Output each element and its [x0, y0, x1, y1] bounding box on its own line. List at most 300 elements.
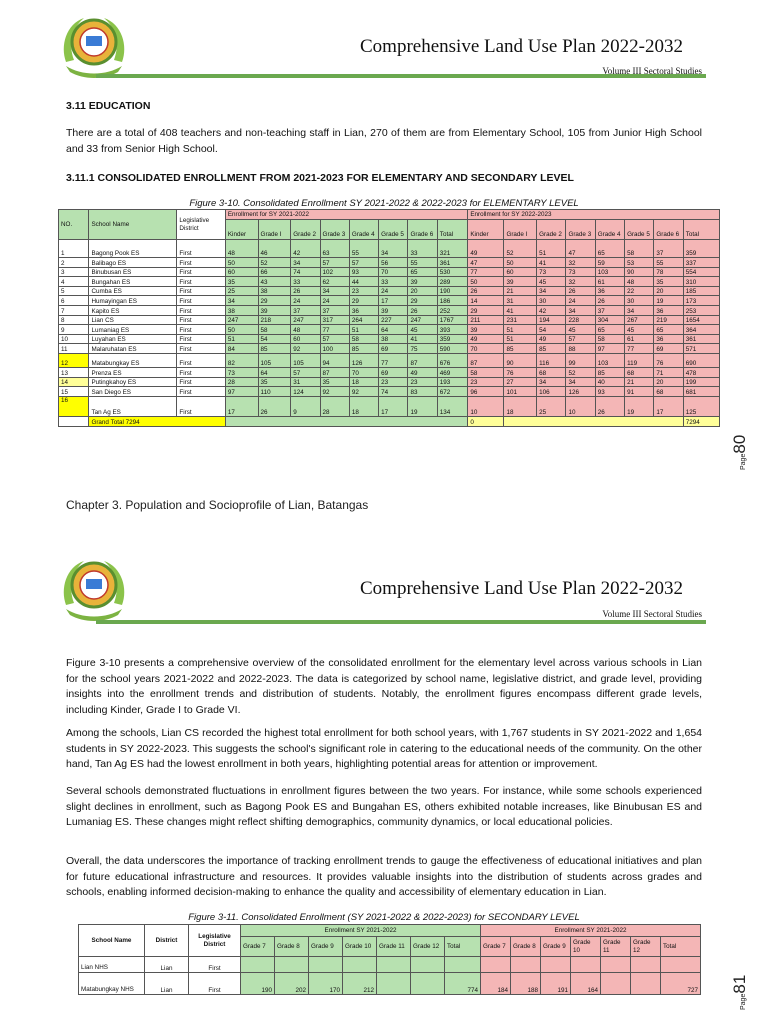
- enrollment-cell: 267: [625, 315, 654, 325]
- enrollment-cell: 60: [504, 267, 537, 277]
- header-school-name: School Name: [79, 925, 145, 957]
- enrollment-cell: 253: [683, 305, 719, 315]
- school-name: San Diego ES: [89, 387, 177, 397]
- enrollment-cell: 56: [379, 258, 408, 268]
- legislative-district: First: [177, 315, 225, 325]
- enrollment-cell: 42: [291, 240, 320, 258]
- enrollment-cell: 29: [258, 296, 291, 306]
- enrollment-cell: 188: [511, 973, 541, 995]
- legislative-district: First: [177, 267, 225, 277]
- intro-paragraph: There are a total of 408 teachers and non-teaching staff in Lian, 270 of them are from Elementary School, 105 from Junior High School and 33 from Senior High School.: [66, 127, 702, 155]
- enrollment-cell: 23: [349, 286, 378, 296]
- enrollment-cell: 65: [595, 325, 624, 335]
- enrollment-cell: 361: [683, 334, 719, 344]
- enrollment-cell: 10: [566, 396, 595, 416]
- elementary-enrollment-table: [58, 209, 720, 427]
- enrollment-cell: 94: [320, 353, 349, 367]
- enrollment-cell: 49: [537, 334, 566, 344]
- enrollment-cell: 69: [379, 367, 408, 377]
- enrollment-cell: 194: [537, 315, 566, 325]
- enrollment-cell: 105: [291, 353, 320, 367]
- enrollment-cell: 58: [468, 367, 504, 377]
- enrollment-cell: 90: [625, 267, 654, 277]
- enrollment-cell: 99: [566, 353, 595, 367]
- district: Lian: [145, 973, 189, 995]
- grade-header: Grade 2: [291, 220, 320, 240]
- grade-header: Grade 11: [601, 937, 631, 957]
- enrollment-cell: 30: [625, 296, 654, 306]
- table-row: [59, 325, 720, 335]
- school-name: Prenza ES: [89, 367, 177, 377]
- grade-header: Grade 5: [625, 220, 654, 240]
- enrollment-cell: 186: [437, 296, 468, 306]
- document-title: Comprehensive Land Use Plan 2022-2032: [360, 36, 683, 57]
- enrollment-cell: 52: [566, 367, 595, 377]
- school-name: Luyahan ES: [89, 334, 177, 344]
- enrollment-cell: 34: [537, 377, 566, 387]
- grade-header: Grade 6: [408, 220, 437, 240]
- enrollment-cell: 49: [468, 334, 504, 344]
- enrollment-cell: 58: [349, 334, 378, 344]
- enrollment-cell: 77: [379, 353, 408, 367]
- enrollment-cell: 26: [595, 296, 624, 306]
- enrollment-cell: 228: [566, 315, 595, 325]
- enrollment-cell: 126: [566, 387, 595, 397]
- enrollment-cell: 35: [320, 377, 349, 387]
- enrollment-cell: [601, 973, 631, 995]
- enrollment-cell: 58: [595, 334, 624, 344]
- enrollment-cell: 17: [225, 396, 258, 416]
- enrollment-cell: 28: [225, 377, 258, 387]
- header-sy-2021-2022-b: Enrollment SY 2021-2022: [481, 925, 701, 937]
- enrollment-cell: 68: [625, 367, 654, 377]
- enrollment-cell: 39: [258, 305, 291, 315]
- enrollment-cell: 33: [291, 277, 320, 287]
- enrollment-cell: 191: [541, 973, 571, 995]
- enrollment-cell: 57: [349, 258, 378, 268]
- district: Lian: [145, 957, 189, 973]
- school-name: Lumaniag ES: [89, 325, 177, 335]
- enrollment-cell: 102: [320, 267, 349, 277]
- legislative-district: First: [177, 296, 225, 306]
- school-name: Balibago ES: [89, 258, 177, 268]
- row-number: 11: [59, 344, 89, 354]
- school-name: Kapito ES: [89, 305, 177, 315]
- enrollment-cell: 52: [258, 258, 291, 268]
- row-number: 1: [59, 240, 89, 258]
- enrollment-cell: 68: [537, 367, 566, 377]
- enrollment-cell: 57: [291, 367, 320, 377]
- enrollment-cell: 193: [437, 377, 468, 387]
- legislative-district: First: [177, 286, 225, 296]
- school-name: Lian CS: [89, 315, 177, 325]
- enrollment-cell: [541, 957, 571, 973]
- enrollment-cell: 38: [379, 334, 408, 344]
- enrollment-cell: 9: [291, 396, 320, 416]
- enrollment-cell: 45: [566, 325, 595, 335]
- enrollment-cell: 43: [258, 277, 291, 287]
- enrollment-cell: 590: [437, 344, 468, 354]
- enrollment-cell: 35: [258, 377, 291, 387]
- enrollment-cell: 71: [654, 367, 683, 377]
- table-row: [59, 315, 720, 325]
- enrollment-cell: 31: [504, 296, 537, 306]
- enrollment-cell: [481, 957, 511, 973]
- enrollment-cell: [445, 957, 481, 973]
- table-row: [59, 367, 720, 377]
- enrollment-cell: 17: [379, 296, 408, 306]
- enrollment-cell: 10: [468, 396, 504, 416]
- enrollment-cell: 74: [379, 387, 408, 397]
- enrollment-cell: 53: [625, 258, 654, 268]
- enrollment-cell: 37: [291, 305, 320, 315]
- enrollment-cell: [377, 973, 411, 995]
- enrollment-cell: 211: [468, 315, 504, 325]
- enrollment-cell: 17: [379, 396, 408, 416]
- enrollment-cell: 29: [349, 296, 378, 306]
- table-row: [59, 377, 720, 387]
- enrollment-cell: 77: [320, 325, 349, 335]
- enrollment-cell: 39: [468, 325, 504, 335]
- enrollment-cell: 91: [625, 387, 654, 397]
- grand-total-sy2: 7294: [683, 416, 719, 426]
- enrollment-cell: 92: [349, 387, 378, 397]
- enrollment-cell: 87: [320, 367, 349, 377]
- enrollment-cell: 41: [504, 305, 537, 315]
- enrollment-cell: 64: [258, 367, 291, 377]
- table-row: [79, 973, 701, 995]
- legislative-district: First: [177, 353, 225, 367]
- enrollment-cell: 116: [537, 353, 566, 367]
- page-number-80: [730, 435, 750, 470]
- enrollment-cell: 33: [379, 277, 408, 287]
- table-row: [59, 396, 720, 416]
- enrollment-cell: 88: [566, 344, 595, 354]
- enrollment-cell: 55: [408, 258, 437, 268]
- header-no: NO.: [59, 210, 89, 240]
- enrollment-cell: 54: [258, 334, 291, 344]
- page-number-81: [730, 975, 750, 1010]
- enrollment-cell: 39: [504, 277, 537, 287]
- header-district: District: [145, 925, 189, 957]
- enrollment-cell: [343, 957, 377, 973]
- enrollment-cell: 26: [291, 286, 320, 296]
- enrollment-cell: [241, 957, 275, 973]
- row-number: 6: [59, 296, 89, 306]
- enrollment-cell: 184: [481, 973, 511, 995]
- row-number: 8: [59, 315, 89, 325]
- enrollment-cell: 22: [625, 286, 654, 296]
- table-row: [59, 353, 720, 367]
- municipal-seal-logo: [58, 553, 130, 625]
- enrollment-cell: 219: [654, 315, 683, 325]
- enrollment-cell: 26: [408, 305, 437, 315]
- enrollment-cell: 73: [225, 367, 258, 377]
- enrollment-cell: 51: [504, 334, 537, 344]
- enrollment-cell: 82: [225, 353, 258, 367]
- enrollment-cell: 54: [537, 325, 566, 335]
- legislative-district: First: [177, 367, 225, 377]
- enrollment-cell: 70: [379, 267, 408, 277]
- grade-header: Grade 11: [377, 937, 411, 957]
- enrollment-cell: 49: [468, 240, 504, 258]
- enrollment-cell: 45: [625, 325, 654, 335]
- grade-header: Grade I: [258, 220, 291, 240]
- enrollment-cell: 18: [504, 396, 537, 416]
- school-name: Bagong Pook ES: [89, 240, 177, 258]
- page-number: 81: [730, 974, 749, 994]
- enrollment-cell: 39: [408, 277, 437, 287]
- enrollment-cell: 393: [437, 325, 468, 335]
- enrollment-cell: 36: [654, 334, 683, 344]
- enrollment-cell: 1654: [683, 315, 719, 325]
- enrollment-cell: 58: [258, 325, 291, 335]
- row-number: 10: [59, 334, 89, 344]
- enrollment-cell: 55: [654, 258, 683, 268]
- enrollment-cell: 51: [504, 325, 537, 335]
- enrollment-cell: 690: [683, 353, 719, 367]
- grade-header: Kinder: [468, 220, 504, 240]
- enrollment-cell: 29: [468, 305, 504, 315]
- document-title: Comprehensive Land Use Plan 2022-2032: [360, 578, 683, 599]
- enrollment-cell: 18: [349, 396, 378, 416]
- school-name: Binubusan ES: [89, 267, 177, 277]
- enrollment-cell: 36: [349, 305, 378, 315]
- enrollment-cell: 51: [225, 334, 258, 344]
- enrollment-cell: 51: [349, 325, 378, 335]
- enrollment-cell: 170: [309, 973, 343, 995]
- enrollment-cell: 76: [504, 367, 537, 377]
- enrollment-cell: 19: [408, 396, 437, 416]
- grade-header: Grade 8: [511, 937, 541, 957]
- enrollment-cell: 37: [320, 305, 349, 315]
- enrollment-cell: 364: [683, 325, 719, 335]
- page-label: Page: [740, 993, 747, 1010]
- legislative-district: First: [177, 240, 225, 258]
- enrollment-cell: 87: [468, 353, 504, 367]
- enrollment-cell: 34: [225, 296, 258, 306]
- enrollment-cell: 52: [504, 240, 537, 258]
- enrollment-cell: 85: [537, 344, 566, 354]
- legislative-district: First: [177, 305, 225, 315]
- grade-header: Total: [437, 220, 468, 240]
- row-number: 5: [59, 286, 89, 296]
- header-sy-2021-2022: Enrollment for SY 2021-2022: [225, 210, 468, 220]
- enrollment-cell: [411, 973, 445, 995]
- enrollment-cell: 19: [654, 296, 683, 306]
- enrollment-cell: 20: [654, 286, 683, 296]
- table-row: [59, 286, 720, 296]
- enrollment-cell: 97: [595, 344, 624, 354]
- enrollment-cell: 34: [291, 258, 320, 268]
- enrollment-cell: 1767: [437, 315, 468, 325]
- enrollment-cell: 49: [408, 367, 437, 377]
- enrollment-cell: 105: [258, 353, 291, 367]
- grade-header: Total: [661, 937, 701, 957]
- enrollment-cell: 92: [320, 387, 349, 397]
- enrollment-cell: 57: [320, 258, 349, 268]
- document-subtitle: Volume III Sectoral Studies: [602, 66, 702, 76]
- enrollment-cell: 100: [320, 344, 349, 354]
- municipal-seal-logo: [58, 10, 130, 82]
- enrollment-cell: 18: [349, 377, 378, 387]
- enrollment-cell: 24: [291, 296, 320, 306]
- legislative-district: First: [177, 334, 225, 344]
- enrollment-cell: 42: [537, 305, 566, 315]
- enrollment-cell: 50: [468, 277, 504, 287]
- enrollment-cell: 29: [408, 296, 437, 306]
- enrollment-cell: 77: [468, 267, 504, 277]
- enrollment-cell: 38: [258, 286, 291, 296]
- enrollment-cell: 92: [291, 344, 320, 354]
- grand-total-label: Grand Total 7294: [89, 416, 225, 426]
- enrollment-cell: 50: [225, 325, 258, 335]
- enrollment-cell: 34: [566, 305, 595, 315]
- header-sy-2021-2022: Enrollment SY 2021-2022: [241, 925, 481, 937]
- enrollment-cell: 65: [595, 240, 624, 258]
- figure-caption-secondary: Figure 3-11. Consolidated Enrollment (SY 2021-2022 & 2022-2023) for SECONDARY LEVEL: [188, 912, 580, 923]
- enrollment-cell: 45: [537, 277, 566, 287]
- legislative-district: First: [177, 387, 225, 397]
- header-sy-2022-2023: Enrollment for SY 2022-2023: [468, 210, 720, 220]
- enrollment-cell: 32: [566, 277, 595, 287]
- enrollment-cell: 84: [225, 344, 258, 354]
- header-legislative-district: Legislative District: [177, 210, 225, 240]
- section-heading: 3.11 EDUCATION: [66, 100, 151, 112]
- legislative-district: First: [177, 396, 225, 416]
- grade-header: Grade 10: [343, 937, 377, 957]
- enrollment-cell: [275, 957, 309, 973]
- enrollment-cell: [411, 957, 445, 973]
- row-number: 12: [59, 353, 89, 367]
- enrollment-cell: 50: [225, 258, 258, 268]
- table-row: [59, 334, 720, 344]
- grade-header: Grade 7: [241, 937, 275, 957]
- table-row: [59, 258, 720, 268]
- enrollment-cell: 676: [437, 353, 468, 367]
- row-number: 16: [59, 396, 89, 416]
- enrollment-cell: 554: [683, 267, 719, 277]
- table-row: [79, 957, 701, 973]
- enrollment-cell: 26: [468, 286, 504, 296]
- enrollment-cell: 55: [349, 240, 378, 258]
- school-name: Lian NHS: [79, 957, 145, 973]
- enrollment-cell: 74: [291, 267, 320, 277]
- enrollment-cell: 87: [408, 353, 437, 367]
- enrollment-cell: 57: [566, 334, 595, 344]
- enrollment-cell: 61: [625, 334, 654, 344]
- enrollment-cell: [309, 957, 343, 973]
- enrollment-cell: 21: [625, 377, 654, 387]
- enrollment-cell: 359: [683, 240, 719, 258]
- enrollment-cell: 23: [408, 377, 437, 387]
- document-subtitle: Volume III Sectoral Studies: [602, 609, 702, 619]
- header-legislative-district: Legislative District: [189, 925, 241, 957]
- enrollment-cell: 93: [595, 387, 624, 397]
- enrollment-cell: 24: [320, 296, 349, 306]
- enrollment-cell: 202: [275, 973, 309, 995]
- enrollment-cell: 85: [349, 344, 378, 354]
- enrollment-cell: 36: [654, 305, 683, 315]
- enrollment-cell: 51: [537, 240, 566, 258]
- grade-header: Grade 12: [631, 937, 661, 957]
- enrollment-cell: [631, 957, 661, 973]
- school-name: Matabungkay NHS: [79, 973, 145, 995]
- enrollment-cell: 25: [225, 286, 258, 296]
- enrollment-cell: 61: [595, 277, 624, 287]
- table-row: [59, 277, 720, 287]
- enrollment-cell: 21: [504, 286, 537, 296]
- analysis-paragraph-4: Overall, the data underscores the importance of tracking enrollment trends to gauge the effectiveness of educational initiatives and plan for future educational infrastructure and resources. It provides valuable insights into the distribution of students across grades and schools, enabling informed decision-making to enhance the quality and accessibility of elementary education in Lian.: [66, 855, 702, 898]
- row-number: 7: [59, 305, 89, 315]
- enrollment-cell: 70: [468, 344, 504, 354]
- grand-total-sy1-span: [225, 416, 468, 426]
- enrollment-cell: 359: [437, 334, 468, 344]
- grade-header: Grade I: [504, 220, 537, 240]
- enrollment-cell: 33: [408, 240, 437, 258]
- enrollment-cell: 264: [349, 315, 378, 325]
- enrollment-cell: 32: [566, 258, 595, 268]
- enrollment-cell: 571: [683, 344, 719, 354]
- grade-header: Grade 6: [654, 220, 683, 240]
- enrollment-cell: 37: [654, 240, 683, 258]
- school-name: Putingkahoy ES: [89, 377, 177, 387]
- enrollment-cell: 317: [320, 315, 349, 325]
- row-number: 9: [59, 325, 89, 335]
- secondary-enrollment-table: [78, 924, 701, 995]
- enrollment-cell: 124: [291, 387, 320, 397]
- page-label: Page: [740, 453, 747, 470]
- row-number: 14: [59, 377, 89, 387]
- enrollment-cell: 62: [320, 277, 349, 287]
- analysis-paragraph-1: Figure 3-10 presents a comprehensive overview of the consolidated enrollment for the elementary level across various schools in Lian for the school years 2021-2022 and 2022-2023. The data is categorized by school name, legislative district, and grade level, providing insights into the enrollment trends and distribution of students. Notably, the enrollment figures encompass different grade levels, including Kinder, Grade I to Grade VI.: [66, 657, 702, 716]
- enrollment-cell: 60: [291, 334, 320, 344]
- enrollment-cell: 65: [654, 325, 683, 335]
- table-row: [59, 296, 720, 306]
- enrollment-cell: 27: [504, 377, 537, 387]
- enrollment-cell: 247: [225, 315, 258, 325]
- enrollment-cell: 77: [625, 344, 654, 354]
- enrollment-cell: 68: [654, 387, 683, 397]
- figure-caption-elementary: Figure 3-10. Consolidated Enrollment SY 2021-2022 & 2022-2023 for ELEMENTARY LEVEL: [189, 198, 579, 209]
- table-row: [59, 267, 720, 277]
- enrollment-cell: 39: [379, 305, 408, 315]
- grade-header: Grade 9: [541, 937, 571, 957]
- enrollment-cell: 75: [408, 344, 437, 354]
- enrollment-cell: 26: [595, 396, 624, 416]
- enrollment-cell: 73: [566, 267, 595, 277]
- enrollment-cell: 101: [504, 387, 537, 397]
- chapter-footer: Chapter 3. Population and Socioprofile of Lian, Batangas: [66, 498, 369, 512]
- grade-header: Grade 3: [320, 220, 349, 240]
- enrollment-cell: 47: [468, 258, 504, 268]
- enrollment-cell: 76: [654, 353, 683, 367]
- enrollment-cell: [661, 957, 701, 973]
- enrollment-cell: 185: [683, 286, 719, 296]
- enrollment-cell: 44: [349, 277, 378, 287]
- grade-header: Grade 10: [571, 937, 601, 957]
- enrollment-cell: 46: [258, 240, 291, 258]
- legislative-district: First: [177, 344, 225, 354]
- enrollment-cell: 83: [408, 387, 437, 397]
- enrollment-cell: 48: [225, 240, 258, 258]
- enrollment-cell: 727: [661, 973, 701, 995]
- grade-header: Grade 2: [537, 220, 566, 240]
- grade-header: Grade 5: [379, 220, 408, 240]
- enrollment-cell: 63: [320, 240, 349, 258]
- enrollment-cell: 34: [625, 305, 654, 315]
- header-school-name: School Name: [89, 210, 177, 240]
